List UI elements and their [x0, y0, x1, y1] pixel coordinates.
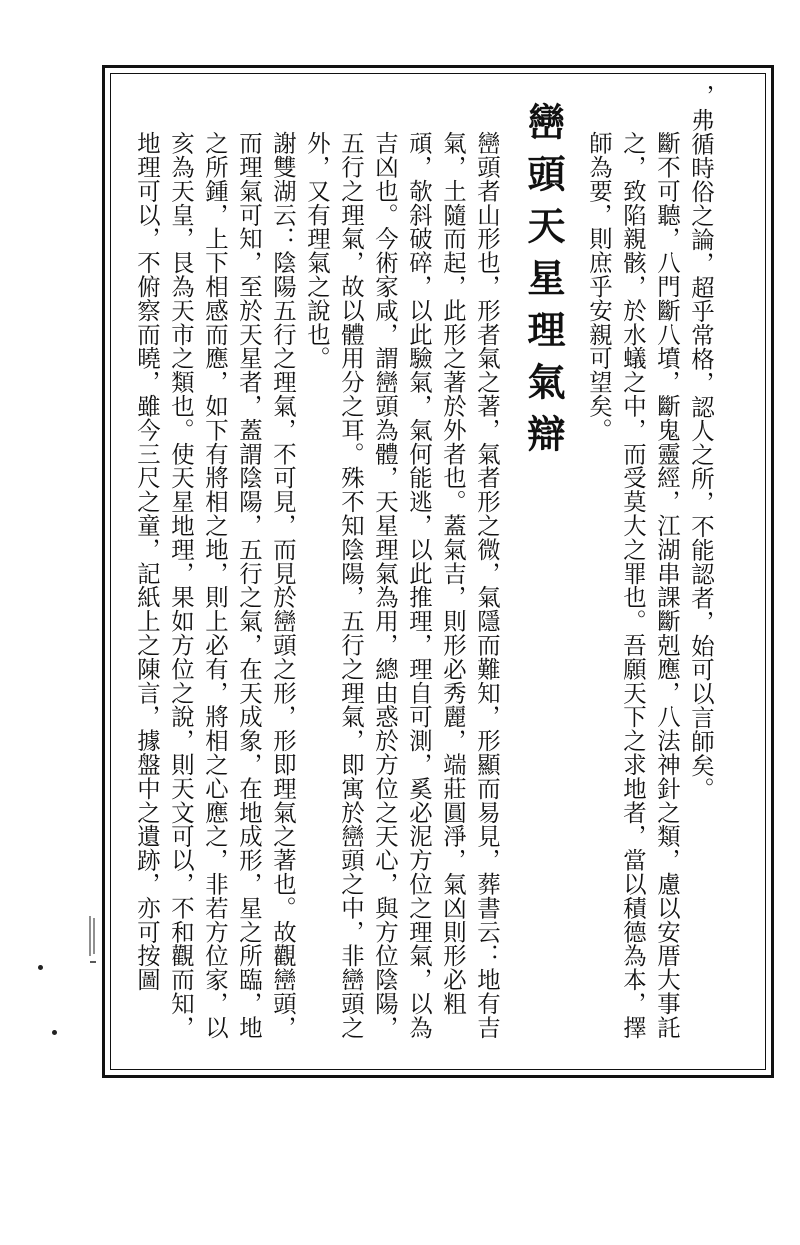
paragraph-xie-shuanghu: 謝雙湖云：陰陽五行之理氣，不可見，而見於巒頭之形，形即理氣之著也。故觀巒頭，而理氣可知，至於天星者，蓋謂陰陽，五行之氣，在天成象，在地成形，星之所臨，地之所鍾，上下相感而應，如下有將相之地，則上必有，將相之心應之，非若方位家，以亥為天皇，艮為天市之類也。使天星地理，果如方位之說，則天文可以，不和觀而知，地理可以，不俯察而曉，雖今三尺之童，記紙上之陳言，據盤中之遺跡，亦可按圖: [133, 131, 297, 1040]
scan-speck: [38, 965, 43, 970]
scan-speck: [52, 1030, 57, 1035]
margin-tick-marks: [88, 916, 98, 966]
paragraph-luantou: 巒頭者山形也，形者氣之著，氣者形之微，氣隱而難知，形顯而易見，葬書云：地有吉氣，土隨而起，此形之著於外者也。蓋氣吉，則形必秀麗，端莊圓淨，氣凶則形必粗頑，欹斜破碎，以此驗氣，氣何能逃，以此推理，理自可測，奚必泥方位之理氣，以為吉凶也。今術家咸，謂巒頭為體，天星理氣為用，總由惑於方位之天心，與方位陰陽，五行之理氣，故以體用分之耳。殊不知陰陽，五行之理氣，即寓於巒頭之中，非巒頭之外，又有理氣之說也。: [303, 131, 501, 1040]
previous-paragraph: 斷不可聽，八門斷八墳，斷鬼靈經，江湖串課斷剋應，八法神針之類，慮以安厝大事託之，致陷親骸，於水蟻之中，而受莫大之罪也。吾願天下之求地者，當以積德為本，擇師為要，則庶乎安親可望矣。: [585, 131, 681, 1040]
section-title: 巒頭天星理氣辯: [521, 102, 565, 466]
continuation-paragraph: ，弗循時俗之論，超乎常格，認人之所，不能認者，始可以言師矣。: [687, 84, 715, 801]
vertical-text-block: [110, 84, 718, 1059]
